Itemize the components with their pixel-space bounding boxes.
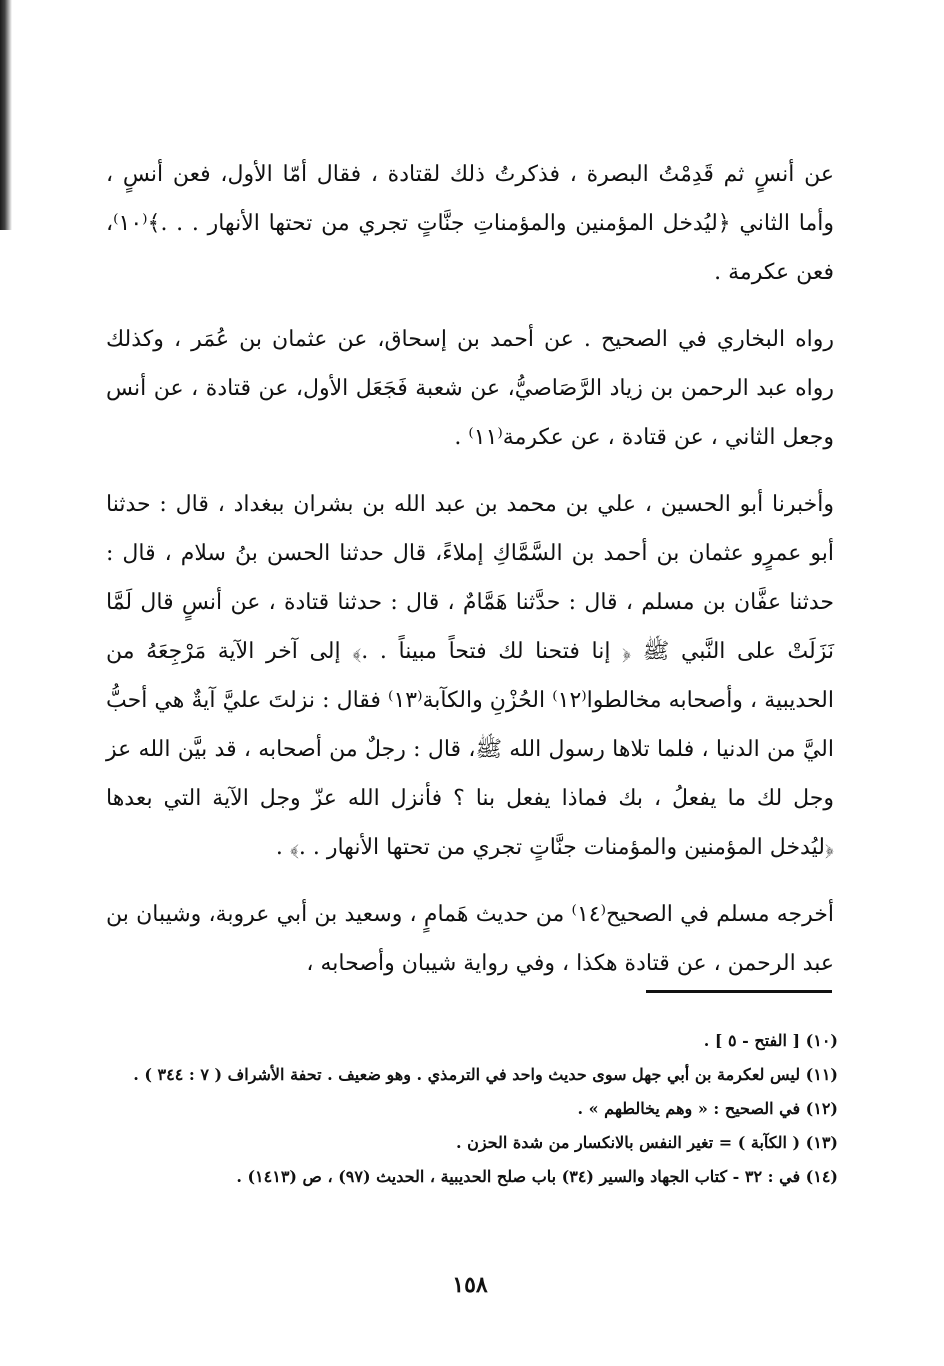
paragraph-3: وأخبرنا أبو الحسين ، علي بن محمد بن عبد الله بن بشران ببغداد ، قال : حدثنا أبو عمرٍو عثمان بن أحمد بن السَّمَّاكِ إملاءً، قال حدثنا الحسن بنُ سلام ، قال : حدثنا عفَّان بن مسلم ، قال : حدَّثنا هَمَّامٌ ، قال : حدثنا قتادة ، عن أنسٍ قال لَمَّا نَزَلَتْ على النَّبي ﷺ ﴿ إنا فتحنا لك فتحاً مبيناً . .﴾ إلى آخر الآية مَرْجِعَهُ من الحديبية ، وأصحابه مخالطوا⁽١٢⁾ الحُزْنِ والكآبة⁽١٣⁾ فقال : نزلتَ عليَّ آيةٌ هي أحبُّ اليَّ من الدنيا ، فلما تلاها رسول الله ﷺ، قال : رجلٌ من أصحابه ، قد بيَّن الله عز وجل لك ما يفعلُ ، بك فماذا يفعل بنا ؟ فأنزل الله عزّ وجل الآية التي بعدها ﴿ليُدخل المؤمنين والمؤمنات جنَّاتٍ تجري من تحتها الأنهار . .﴾ . (106, 492, 834, 860)
main-text (106, 150, 834, 1006)
footnote-12: (١٢) في الصحيح : « وهم يخالطهم » . (577, 1099, 838, 1118)
paragraph-2: رواه البخاري في الصحيح . عن أحمد بن إسحاق، عن عثمان بن عُمَر ، وكذلك رواه عبد الرحمن بن زياد الرَّصَاصيُّ، عن شعبة فَجَعَل الأول، عن قتادة ، عن أنس وجعل الثاني ، عن قتادة ، عن عكرمة⁽١١⁾ . (106, 327, 834, 450)
footnote-10: (١٠) [ الفتح - ٥ ] . (703, 1031, 838, 1050)
footnote-14: (١٤) في : ٣٢ - كتاب الجهاد والسير (٣٤) باب صلح الحديبية ، الحديث (٩٧) ، ص (١٤١٣) . (236, 1167, 838, 1186)
paragraph-4: أخرجه مسلم في الصحيح⁽١٤⁾ من حديث هَمامٍ ، وسعيد بن أبي عروبة، وشيبان بن عبد الرحمن ، عن قتادة هكذا ، وفي رواية شيبان وأصحابه ، (106, 902, 834, 976)
page-number: ١٥٨ (452, 1272, 488, 1298)
footnote-11: (١١) ليس لعكرمة بن أبي جهل سوى حديث واحد في الترمذي . وهو ضعيف . تحفة الأشراف ( ٧ : ٣٤٤ ) . (133, 1065, 838, 1084)
footnotes (98, 1024, 838, 1194)
scan-edge-shadow (0, 0, 12, 230)
footnote-separator (646, 990, 832, 993)
paragraph-1: عن أنسٍ ثم قَدِمْتُ البصرة ، فذكرتُ ذلك لقتادة ، فقال أمّا الأول، فعن أنسٍ ، وأما الثاني ﴿ليُدخل المؤمنين والمؤمناتِ جنَّاتٍ تجري من تحتها الأنهار . . .﴾⁽١٠⁾، فعن عكرمة . (106, 162, 834, 285)
footnote-13: (١٣) ( الكآبة ) = تغير النفس بالانكسار من شدة الحزن . (455, 1133, 838, 1152)
